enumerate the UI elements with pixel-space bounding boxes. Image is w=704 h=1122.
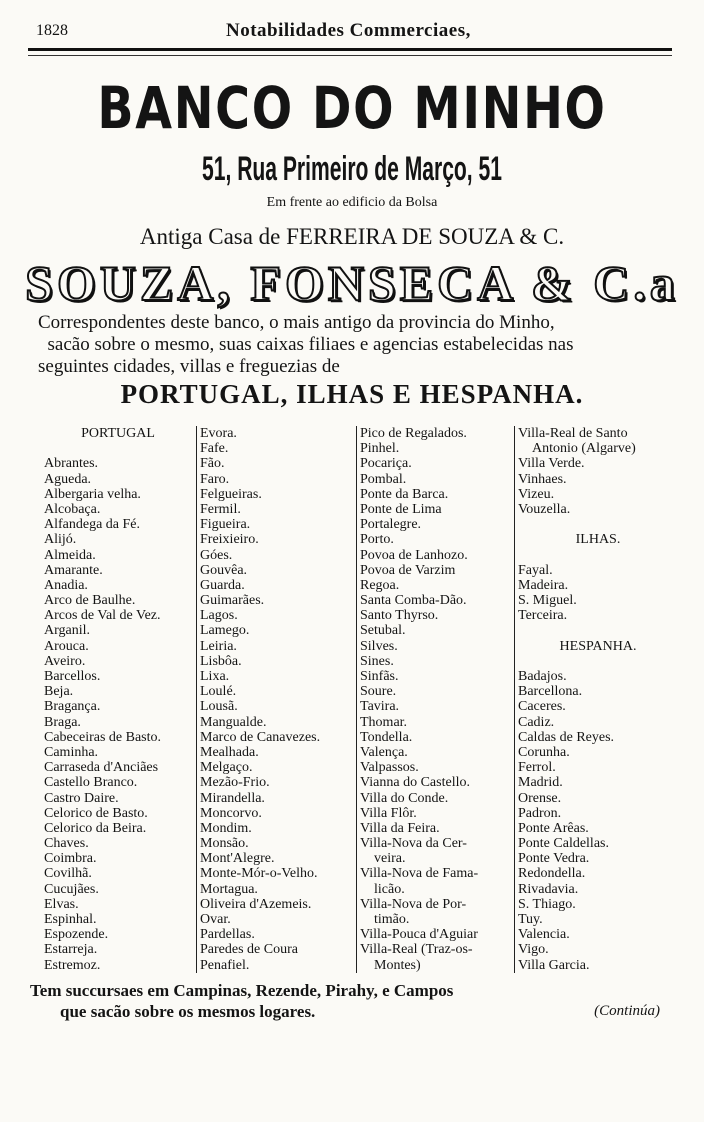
place-entry: Terceira. bbox=[518, 608, 568, 624]
place-entry: Pocariça. bbox=[360, 456, 412, 472]
place-entry: Castro Daire. bbox=[44, 790, 119, 806]
place-entry: Ponte Caldellas. bbox=[518, 836, 609, 852]
continua-note: (Continúa) bbox=[594, 1003, 660, 1019]
place-entry: Mealhada. bbox=[200, 744, 259, 760]
spacer bbox=[518, 623, 678, 638]
place-entry: Agueda. bbox=[44, 471, 92, 487]
header-rule-thin bbox=[28, 55, 672, 56]
spacer bbox=[44, 441, 192, 456]
intro-line: Correspondentes deste banco, o mais antigo da provincia do Minho, bbox=[38, 312, 555, 333]
place-entry: Santo Thyrso. bbox=[360, 608, 439, 624]
place-entry: Villa Verde. bbox=[518, 456, 585, 472]
place-entry: Cabeceiras de Basto. bbox=[44, 729, 162, 745]
place-entry: Chaves. bbox=[44, 836, 89, 852]
running-title: Notabilidades Commerciaes, bbox=[226, 20, 471, 41]
place-entry: Paredes de Coura bbox=[200, 942, 298, 958]
place-entry: Mont'Alegre. bbox=[200, 851, 275, 867]
place-entry: Espinhal. bbox=[44, 912, 97, 927]
place-entry: Padron. bbox=[518, 805, 562, 821]
place-entry: Povoa de Lanhozo. bbox=[360, 547, 468, 563]
place-entry: Figueira. bbox=[200, 517, 251, 533]
footer-line: que sacão sobre os mesmos logares. bbox=[60, 1002, 316, 1021]
place-entry: Beja. bbox=[44, 684, 74, 700]
place-entry: Barcellona. bbox=[518, 684, 583, 700]
place-entry: Alijó. bbox=[44, 532, 77, 548]
place-entry: Arcos de Val de Vez. bbox=[44, 608, 161, 624]
place-entry: Silves. bbox=[360, 638, 398, 654]
place-entry: Corunha. bbox=[518, 744, 570, 760]
place-continuation: Montes) bbox=[374, 957, 421, 973]
place-entry: Villa-Nova da Cer- bbox=[360, 836, 467, 852]
place-entry: Orense. bbox=[518, 790, 562, 806]
place-entry: Gouvêa. bbox=[200, 562, 248, 578]
intro-paragraph bbox=[38, 312, 678, 378]
section-heading: HESPANHA. bbox=[559, 638, 637, 654]
bank-address: 51, Rua Primeiro de Março, 51 bbox=[202, 150, 502, 188]
place-entry: Tavira. bbox=[360, 699, 400, 715]
place-entry: Badajos. bbox=[518, 669, 567, 684]
intro-line: sacão sobre o mesmo, suas caixas filiaes e agencias estabelecidas nas bbox=[38, 334, 574, 355]
place-entry: S. Miguel. bbox=[518, 593, 577, 609]
place-entry: Ponte Arêas. bbox=[518, 820, 589, 836]
place-entry: Marco de Canavezes. bbox=[200, 729, 321, 745]
place-entry: Moncorvo. bbox=[200, 805, 262, 821]
place-entry: Ponte Vedra. bbox=[518, 851, 590, 867]
footer-note bbox=[30, 980, 680, 1022]
place-entry: Villa-Pouca d'Aguiar bbox=[360, 927, 478, 943]
place-entry: Loulé. bbox=[200, 684, 237, 700]
address-note: Em frente ao edificio da Bolsa bbox=[266, 195, 438, 210]
place-entry: Portalegre. bbox=[360, 517, 422, 533]
place-entry: Mortagua. bbox=[200, 881, 258, 897]
footer-line: Tem succursaes em Campinas, Rezende, Pirahy, e Campos bbox=[30, 981, 454, 1000]
place-entry: Setubal. bbox=[360, 623, 406, 639]
place-entry: Aveiro. bbox=[44, 653, 86, 669]
place-entry: Elvas. bbox=[44, 896, 79, 912]
place-entry: Mondim. bbox=[200, 820, 252, 836]
place-entry: Ferrol. bbox=[518, 760, 556, 776]
place-entry: Santa Comba-Dão. bbox=[360, 593, 467, 609]
place-entry: Valença. bbox=[360, 744, 408, 760]
place-entry: Villa-Nova de Por- bbox=[360, 896, 467, 912]
place-entry: Fayal. bbox=[518, 562, 553, 578]
place-entry: Mangualde. bbox=[200, 714, 267, 730]
place-entry: Covilhã. bbox=[44, 866, 92, 882]
place-entry: Abrantes. bbox=[44, 456, 99, 472]
place-entry: Madrid. bbox=[518, 775, 563, 791]
place-entry: Celorico da Beira. bbox=[44, 820, 147, 836]
place-entry: Fafe. bbox=[200, 441, 229, 457]
place-entry: Vouzella. bbox=[518, 501, 571, 517]
place-entry: Vigo. bbox=[518, 942, 549, 958]
place-entry: Arganil. bbox=[44, 623, 91, 639]
place-entry: Bragança. bbox=[44, 699, 101, 715]
place-entry: Porto. bbox=[360, 532, 394, 548]
place-entry: Villa do Conde. bbox=[360, 790, 449, 806]
place-entry: Guarda. bbox=[200, 577, 245, 593]
place-entry: Melgaço. bbox=[200, 760, 253, 776]
spacer bbox=[518, 517, 678, 532]
place-entry: Regoa. bbox=[360, 577, 400, 593]
place-entry: Pardellas. bbox=[200, 927, 255, 943]
section-heading: ILHAS. bbox=[575, 532, 621, 548]
spacer bbox=[518, 548, 678, 563]
intro-line: seguintes cidades, villas e freguezias de bbox=[38, 356, 340, 377]
place-entry: Evora. bbox=[200, 426, 237, 441]
place-entry: Caceres. bbox=[518, 699, 566, 715]
place-entry: Góes. bbox=[200, 547, 233, 563]
place-entry: Pombal. bbox=[360, 471, 407, 487]
place-entry: Lisbôa. bbox=[200, 653, 242, 669]
place-entry: Felgueiras. bbox=[200, 486, 262, 502]
place-entry: Valencia. bbox=[518, 927, 570, 943]
place-entry: Tuy. bbox=[518, 912, 543, 927]
former-house: Antiga Casa de FERREIRA DE SOUZA & C. bbox=[139, 224, 565, 249]
place-entry: Pico de Regalados. bbox=[360, 426, 467, 441]
place-entry: Fão. bbox=[200, 456, 225, 472]
place-entry: Ovar. bbox=[200, 912, 231, 927]
place-entry: Monte-Mór-o-Velho. bbox=[200, 866, 318, 882]
region-heading: PORTUGAL, ILHAS E HESPANHA. bbox=[120, 379, 584, 409]
place-entry: Castello Branco. bbox=[44, 775, 138, 791]
place-entry: Estremoz. bbox=[44, 957, 101, 973]
places-column-4 bbox=[514, 426, 678, 973]
place-entry: Cadiz. bbox=[518, 714, 555, 730]
place-entry: Lixa. bbox=[200, 669, 230, 684]
place-entry: Alcobaça. bbox=[44, 501, 101, 517]
place-continuation: timão. bbox=[374, 912, 410, 927]
place-entry: Redondella. bbox=[518, 866, 586, 882]
place-entry: Faro. bbox=[200, 471, 230, 487]
place-entry: Mezão-Frio. bbox=[200, 775, 270, 791]
place-entry: Leiria. bbox=[200, 638, 237, 654]
place-entry: Soure. bbox=[360, 684, 397, 700]
header-rule bbox=[28, 48, 672, 51]
place-entry: Coimbra. bbox=[44, 851, 97, 867]
place-entry: Povoa de Varzim bbox=[360, 562, 456, 578]
place-entry: Ponte da Barca. bbox=[360, 486, 449, 502]
place-entry: Villa Garcia. bbox=[518, 957, 590, 973]
place-entry: Celorico de Basto. bbox=[44, 805, 148, 821]
place-entry: Espozende. bbox=[44, 927, 109, 943]
place-entry: Caminha. bbox=[44, 744, 99, 760]
place-entry: Villa Flôr. bbox=[360, 805, 417, 821]
place-entry: Sinfãs. bbox=[360, 669, 399, 684]
place-entry: Fermil. bbox=[200, 501, 241, 517]
bank-name: BANCO DO MINHO bbox=[97, 74, 607, 142]
place-entry: Rivadavia. bbox=[518, 881, 579, 897]
place-entry: Pinhel. bbox=[360, 441, 400, 457]
page-header bbox=[30, 20, 670, 46]
place-entry: Villa da Feira. bbox=[360, 820, 440, 836]
place-entry: Lamego. bbox=[200, 623, 250, 639]
place-entry: Lousã. bbox=[200, 699, 238, 715]
places-column-3 bbox=[356, 426, 516, 973]
place-entry: Sines. bbox=[360, 653, 394, 669]
place-entry: Mirandella. bbox=[200, 790, 265, 806]
place-entry: Monsão. bbox=[200, 836, 249, 852]
spacer bbox=[518, 654, 678, 669]
section-heading: PORTUGAL bbox=[81, 426, 155, 441]
places-column-1 bbox=[44, 426, 192, 973]
places-column-2 bbox=[196, 426, 358, 973]
place-entry: Amarante. bbox=[44, 562, 103, 578]
place-entry: Carraseda d'Anciães bbox=[44, 760, 159, 776]
page-number: 1828 bbox=[36, 22, 68, 39]
place-entry: Arco de Baulhe. bbox=[44, 593, 136, 609]
firm-name: SOUZA, FONSECA & C.a bbox=[25, 255, 679, 311]
place-entry: Arouca. bbox=[44, 638, 89, 654]
place-entry: Anadia. bbox=[44, 577, 88, 593]
place-entry: Guimarães. bbox=[200, 593, 265, 609]
place-entry: Estarreja. bbox=[44, 942, 98, 958]
place-entry: Alfandega da Fé. bbox=[44, 517, 141, 533]
place-entry: Tondella. bbox=[360, 729, 413, 745]
place-continuation: licão. bbox=[374, 881, 405, 897]
place-entry: Almeida. bbox=[44, 547, 96, 563]
place-entry: Oliveira d'Azemeis. bbox=[200, 896, 312, 912]
place-entry: Villa-Real de Santo bbox=[518, 426, 628, 441]
place-entry: Valpassos. bbox=[360, 760, 419, 776]
place-entry: Ponte de Lima bbox=[360, 501, 442, 517]
place-entry: Albergaria velha. bbox=[44, 486, 141, 502]
place-entry: Thomar. bbox=[360, 714, 408, 730]
place-entry: Braga. bbox=[44, 714, 81, 730]
place-continuation: Antonio (Algarve) bbox=[532, 441, 636, 457]
place-entry: Caldas de Reyes. bbox=[518, 729, 615, 745]
place-entry: Madeira. bbox=[518, 577, 569, 593]
place-continuation: veira. bbox=[374, 851, 406, 867]
place-entry: Vianna do Castello. bbox=[360, 775, 470, 791]
place-entry: Lagos. bbox=[200, 608, 238, 624]
place-entry: Vizeu. bbox=[518, 486, 555, 502]
place-entry: Vinhaes. bbox=[518, 471, 567, 487]
place-entry: Freixieiro. bbox=[200, 532, 259, 548]
place-entry: S. Thiago. bbox=[518, 896, 576, 912]
place-entry: Villa-Real (Traz-os- bbox=[360, 942, 473, 958]
place-entry: Barcellos. bbox=[44, 669, 101, 684]
place-entry: Cucujães. bbox=[44, 881, 99, 897]
place-entry: Villa-Nova de Fama- bbox=[360, 866, 479, 882]
place-entry: Penafiel. bbox=[200, 957, 250, 973]
